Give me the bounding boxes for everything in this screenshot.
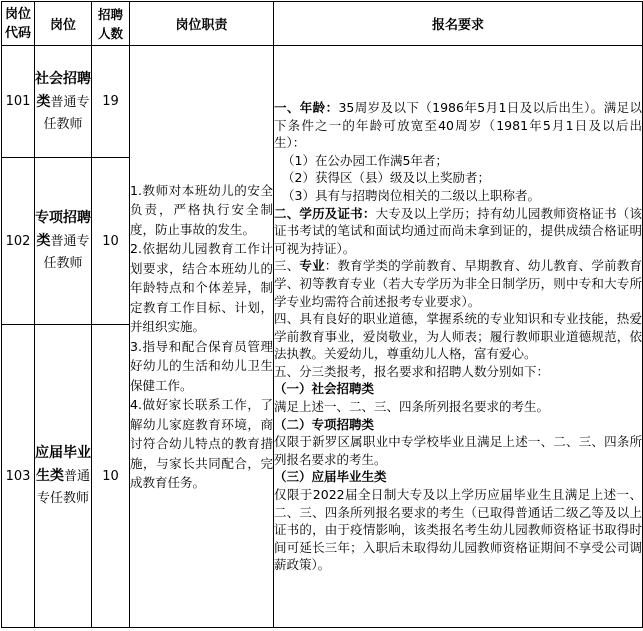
req-age-condition: （1）在公办园工作满5年者；: [282, 152, 448, 168]
requirements-cell: [274, 46, 643, 628]
req-age-label: 一、年龄：: [274, 99, 339, 115]
post-suffix: 普通专任教师: [43, 94, 90, 132]
req-major: [274, 257, 642, 310]
duties-cell: [130, 46, 274, 628]
hire-count: 10: [92, 158, 130, 325]
hire-count: 10: [92, 325, 130, 628]
post-suffix: 普通专任教师: [36, 469, 90, 506]
header-post: 岗位: [35, 2, 92, 46]
req-major-prefix: 三、: [274, 258, 300, 274]
post-code: 103: [2, 325, 35, 628]
req-cat3-title: （三）应届毕业生类: [274, 469, 387, 485]
req-ethics: 四、具有良好的职业道德，掌握系统的专业知识和专业技能，热爱学前教育事业，爱岗敬业，为人师表；履行教师职业道德规范，依法执教。关爱幼儿，尊重幼儿人格，富有爱心。: [274, 311, 642, 362]
req-major-text: ：教育学类的学前教育、早期教育、幼儿教育、学前教育学、初等教育专业（若大专学历为非全日制学历，则中专和大专所学专业均需符合前述报考专业要求）。: [274, 258, 642, 309]
req-edu-text: 大专及以上学历；持有幼儿园教师资格证书（该证书考试的笔试和面试均通过而尚未拿到证的，提供成绩合格证明可视为持证）。: [274, 205, 642, 256]
hire-count: 19: [92, 46, 130, 158]
header-duties: 岗位职责: [130, 2, 274, 46]
table-row: [2, 46, 643, 158]
post-category: 社会招聘类: [35, 70, 91, 110]
header-row: [2, 2, 643, 46]
post-title: [35, 158, 92, 325]
post-code: 102: [2, 158, 35, 325]
duty-item: 4.做好家长联系工作，了解幼儿家庭教育环境，商讨符合幼儿特点的教育措施，与家长共同配合，完成教育任务。: [130, 397, 273, 490]
header-requirements: 报名要求: [274, 2, 643, 46]
req-age-text: 35周岁及以下（1986年5月1日及以后出生）。满足以下条件之一的年龄可放宽至40周岁（1981年5月1日及以后出生）：: [274, 99, 642, 151]
req-edu-label: 二、学历及证书：: [274, 205, 376, 221]
req-major-label: 专业: [299, 258, 325, 274]
duty-item: 1.教师对本班幼儿的安全负责，严格执行安全制度，防止事故的发生。: [130, 182, 273, 237]
recruitment-table: [1, 1, 643, 628]
post-category: 应届毕业生类: [35, 445, 91, 484]
req-education: [274, 205, 642, 258]
req-age-condition: （3）具有与招聘岗位相关的二级以上职称者。: [282, 187, 540, 203]
req-age-condition: （2）获得区（县）级及以上奖励者；: [282, 170, 490, 186]
post-suffix: 普通专任教师: [43, 234, 90, 271]
req-cat2-text: 仅限于新罗区属职业中专学校毕业且满足上述一、二、三、四条所列报名要求的考生。: [274, 434, 642, 467]
post-code: 101: [2, 46, 35, 158]
req-cat3-text: 仅限于2022届全日制大专及以上学历应届毕业生且满足上述一、二、三、四条所列报名要求的考生（已取得普通话二级乙等及以上证书的，由于疫情影响，该类报名考生幼儿园教师资格证书取得时间可延长三年；入职后未取得幼儿园教师资格证期间不享受公司调薪政策）。: [274, 487, 642, 573]
post-title: [35, 46, 92, 158]
req-cat1-title: （一）社会招聘类: [274, 381, 375, 397]
req-age: [274, 99, 642, 152]
req-cat1-text: 满足上述一、二、三、四条所列报名要求的考生。: [274, 399, 550, 415]
header-count: 招聘人数: [92, 2, 130, 46]
req-cat2-title: （二）专项招聘类: [274, 416, 375, 432]
duty-item: 3.指导和配合保育员管理好幼儿的生活和幼儿卫生保健工作。: [130, 338, 273, 393]
post-title: [35, 325, 92, 628]
req-split: 五、分三类报考，报名要求和招聘人数分别如下：: [274, 363, 550, 379]
post-category: 专项招聘类: [35, 210, 91, 249]
header-code: 岗位代码: [2, 2, 35, 46]
duty-item: 2.依据幼儿园教育工作计划要求，结合本班幼儿的年龄特点和个体差异，制定教育工作目标、计划，并组织实施。: [130, 241, 273, 334]
